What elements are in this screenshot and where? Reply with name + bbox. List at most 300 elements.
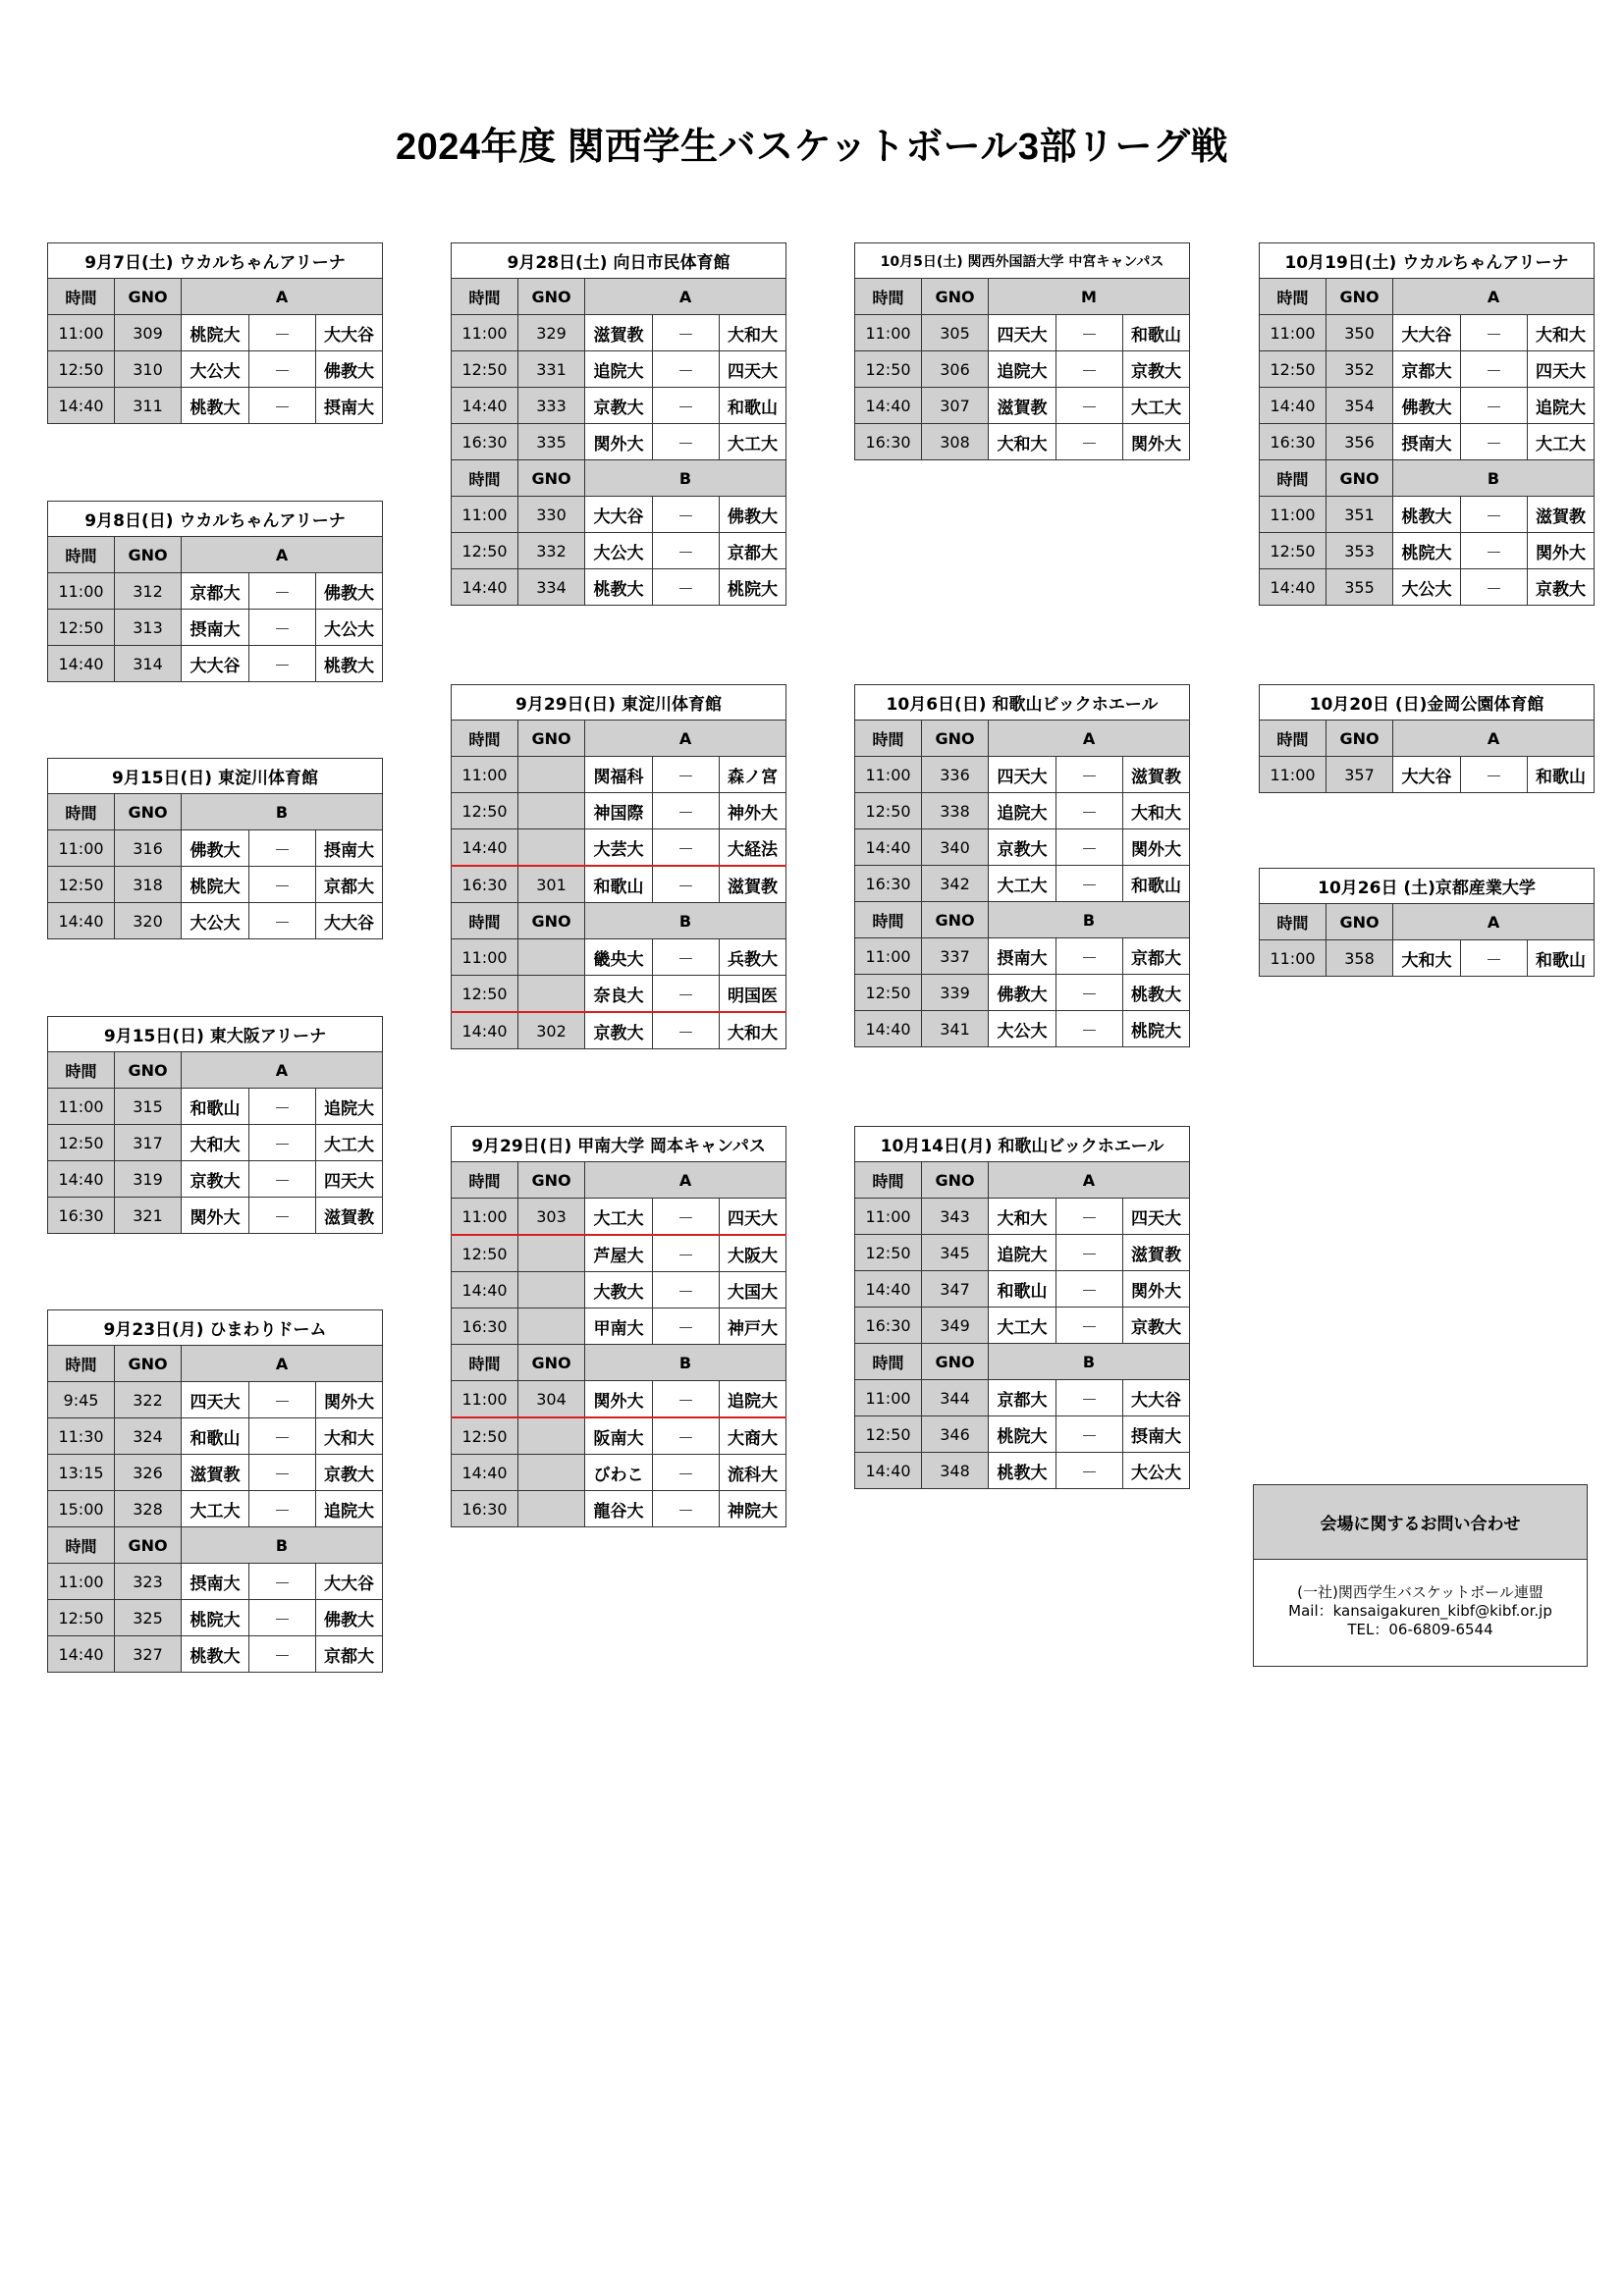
game-time: 11:30 <box>48 1418 115 1455</box>
vs-dash: － <box>1056 1011 1123 1047</box>
game-time: 14:40 <box>1260 388 1326 424</box>
game-row <box>452 1491 786 1527</box>
vs-dash: － <box>653 497 720 533</box>
game-number: 346 <box>922 1416 989 1453</box>
away-team: 京都大 <box>316 1636 383 1673</box>
game-number: 326 <box>115 1455 182 1491</box>
game-row <box>1260 533 1595 569</box>
away-team: 和歌山 <box>720 388 786 424</box>
home-team: 佛教大 <box>182 830 249 867</box>
home-team: 京教大 <box>989 829 1056 866</box>
home-team: 桃教大 <box>1393 497 1461 533</box>
game-time: 12:50 <box>1260 351 1326 388</box>
away-team: 滋賀教 <box>720 866 786 903</box>
away-team: 追院大 <box>316 1491 383 1527</box>
game-time: 12:50 <box>855 793 922 829</box>
schedule-table <box>47 501 383 682</box>
away-team: 四天大 <box>1123 1199 1190 1235</box>
vs-dash: － <box>1461 533 1528 569</box>
home-team: 滋賀教 <box>182 1455 249 1491</box>
vs-dash: － <box>249 1418 316 1455</box>
vs-dash: － <box>1056 1416 1123 1453</box>
away-team: 大大谷 <box>316 315 383 351</box>
game-row <box>452 497 786 533</box>
game-time: 14:40 <box>48 1636 115 1673</box>
game-time: 14:40 <box>48 646 115 682</box>
game-row <box>48 1455 383 1491</box>
away-team: 桃教大 <box>316 646 383 682</box>
game-row <box>855 829 1190 866</box>
game-time: 11:00 <box>452 497 518 533</box>
game-number: 321 <box>115 1198 182 1234</box>
venue-title: 9月15日(日) 東淀川体育館 <box>48 759 383 794</box>
home-team: 佛教大 <box>1393 388 1461 424</box>
away-team: 京教大 <box>1123 351 1190 388</box>
game-time: 12:50 <box>1260 533 1326 569</box>
vs-dash: － <box>249 903 316 939</box>
court-label: B <box>585 903 786 939</box>
game-time: 11:00 <box>48 1564 115 1600</box>
away-team: 大工大 <box>316 1125 383 1161</box>
court-label: B <box>182 1527 383 1564</box>
game-number: 312 <box>115 573 182 610</box>
schedule-table <box>47 242 383 424</box>
home-team: 大工大 <box>182 1491 249 1527</box>
game-time: 14:40 <box>48 388 115 424</box>
header-row <box>452 721 786 757</box>
vs-dash: － <box>1461 424 1528 460</box>
court-label: M <box>989 279 1190 315</box>
gno-header: GNO <box>922 902 989 938</box>
vs-dash: － <box>1056 1308 1123 1344</box>
vs-dash: － <box>249 573 316 610</box>
game-time: 16:30 <box>452 1308 518 1345</box>
schedule-table <box>47 1309 383 1673</box>
home-team: 関外大 <box>585 424 653 460</box>
court-label: A <box>182 537 383 573</box>
game-number: 335 <box>518 424 585 460</box>
schedule-table <box>47 1016 383 1234</box>
home-team: 京都大 <box>1393 351 1461 388</box>
vs-dash: － <box>249 1491 316 1527</box>
time-header: 時間 <box>48 1527 115 1564</box>
game-row <box>1260 388 1595 424</box>
game-number: 325 <box>115 1600 182 1636</box>
game-row <box>452 1235 786 1272</box>
home-team: 大公大 <box>182 351 249 388</box>
game-time: 11:00 <box>452 1381 518 1418</box>
game-time: 15:00 <box>48 1491 115 1527</box>
vs-dash: － <box>1461 497 1528 533</box>
away-team: 大和大 <box>720 315 786 351</box>
game-time: 12:50 <box>855 1235 922 1271</box>
game-number: 344 <box>922 1380 989 1416</box>
time-header: 時間 <box>452 903 518 939</box>
game-time: 12:50 <box>48 867 115 903</box>
game-number: 331 <box>518 351 585 388</box>
schedule-table <box>451 242 786 606</box>
game-time: 14:40 <box>48 1161 115 1198</box>
court-label: A <box>989 721 1190 757</box>
game-number: 339 <box>922 975 989 1011</box>
vs-dash: － <box>1056 351 1123 388</box>
away-team: 大工大 <box>1123 388 1190 424</box>
vs-dash: － <box>653 1308 720 1345</box>
game-time: 11:00 <box>452 315 518 351</box>
away-team: 京教大 <box>1123 1308 1190 1344</box>
away-team: 大国大 <box>720 1272 786 1308</box>
game-time: 16:30 <box>855 1308 922 1344</box>
game-row <box>452 793 786 829</box>
vs-dash: － <box>1056 975 1123 1011</box>
home-team: 桃院大 <box>1393 533 1461 569</box>
vs-dash: － <box>653 1381 720 1418</box>
game-time: 14:40 <box>452 1455 518 1491</box>
gno-header: GNO <box>518 279 585 315</box>
away-team: 大和大 <box>316 1418 383 1455</box>
court-label: B <box>989 1344 1190 1380</box>
home-team: 大工大 <box>585 1199 653 1236</box>
away-team: 佛教大 <box>720 497 786 533</box>
away-team: 大大谷 <box>316 903 383 939</box>
game-number <box>518 1417 585 1455</box>
game-number: 333 <box>518 388 585 424</box>
home-team: 芦屋大 <box>585 1235 653 1272</box>
venue-title: 10月14日(月) 和歌山ビックホエール <box>855 1127 1190 1162</box>
home-team: 大公大 <box>182 903 249 939</box>
game-row <box>452 388 786 424</box>
contact-heading: 会場に関するお問い合わせ <box>1254 1485 1587 1560</box>
gno-header: GNO <box>115 1346 182 1382</box>
vs-dash: － <box>653 1272 720 1308</box>
vs-dash: － <box>653 829 720 867</box>
header-row <box>855 279 1190 315</box>
header-row <box>1260 721 1595 757</box>
time-header: 時間 <box>48 1346 115 1382</box>
header-row <box>452 1345 786 1381</box>
gno-header: GNO <box>922 279 989 315</box>
game-time: 11:00 <box>48 315 115 351</box>
vs-dash: － <box>1461 315 1528 351</box>
game-number: 351 <box>1326 497 1393 533</box>
game-time: 14:40 <box>1260 569 1326 606</box>
home-team: 大大谷 <box>585 497 653 533</box>
court-label: A <box>182 279 383 315</box>
game-number <box>518 829 585 867</box>
game-row <box>1260 940 1595 977</box>
header-row <box>48 1052 383 1089</box>
home-team: 佛教大 <box>989 975 1056 1011</box>
gno-header: GNO <box>518 1345 585 1381</box>
game-row <box>48 903 383 939</box>
header-row <box>1260 904 1595 940</box>
game-number: 324 <box>115 1418 182 1455</box>
away-team: 大和大 <box>1123 793 1190 829</box>
game-row <box>855 1011 1190 1047</box>
game-time: 14:40 <box>452 829 518 867</box>
home-team: 関福科 <box>585 757 653 793</box>
game-row <box>452 1381 786 1418</box>
game-time: 11:00 <box>855 1380 922 1416</box>
game-time: 11:00 <box>1260 315 1326 351</box>
gno-header: GNO <box>518 903 585 939</box>
game-row <box>48 1161 383 1198</box>
vs-dash: － <box>1461 569 1528 606</box>
game-number: 323 <box>115 1564 182 1600</box>
vs-dash: － <box>249 830 316 867</box>
vs-dash: － <box>249 1600 316 1636</box>
away-team: 桃教大 <box>1123 975 1190 1011</box>
game-row <box>452 424 786 460</box>
game-row <box>452 829 786 867</box>
game-row <box>48 388 383 424</box>
away-team: 和歌山 <box>1123 315 1190 351</box>
home-team: 大芸大 <box>585 829 653 867</box>
game-row <box>855 1199 1190 1235</box>
venue-title: 9月7日(土) ウカルちゃんアリーナ <box>48 243 383 279</box>
contact-tel: TEL：06-6809-6544 <box>1347 1621 1493 1638</box>
vs-dash: － <box>1056 829 1123 866</box>
game-row <box>452 533 786 569</box>
game-number: 330 <box>518 497 585 533</box>
game-number: 304 <box>518 1381 585 1418</box>
game-row <box>48 830 383 867</box>
game-time: 13:15 <box>48 1455 115 1491</box>
away-team: 大工大 <box>1528 424 1595 460</box>
schedule-table <box>1259 684 1595 793</box>
game-number: 311 <box>115 388 182 424</box>
game-number: 334 <box>518 569 585 606</box>
game-row <box>452 1455 786 1491</box>
home-team: 桃教大 <box>989 1453 1056 1489</box>
court-label: A <box>182 1052 383 1089</box>
schedule-table <box>1259 868 1595 977</box>
game-time: 9:45 <box>48 1382 115 1418</box>
vs-dash: － <box>653 388 720 424</box>
venue-title: 10月26日 (土)京都産業大学 <box>1260 869 1595 904</box>
gno-header: GNO <box>1326 721 1393 757</box>
game-number: 336 <box>922 757 989 793</box>
game-time: 16:30 <box>452 424 518 460</box>
game-row <box>452 1308 786 1345</box>
home-team: 摂南大 <box>1393 424 1461 460</box>
gno-header: GNO <box>922 1162 989 1199</box>
game-time: 14:40 <box>855 1453 922 1489</box>
game-time: 11:00 <box>855 938 922 975</box>
home-team: 滋賀教 <box>585 315 653 351</box>
vs-dash: － <box>249 388 316 424</box>
gno-header: GNO <box>518 721 585 757</box>
home-team: 桃教大 <box>182 388 249 424</box>
away-team: 関外大 <box>1123 424 1190 460</box>
vs-dash: － <box>249 351 316 388</box>
home-team: 和歌山 <box>182 1089 249 1125</box>
game-row <box>48 610 383 646</box>
away-team: 兵教大 <box>720 939 786 976</box>
game-time: 16:30 <box>855 424 922 460</box>
time-header: 時間 <box>1260 904 1326 940</box>
away-team: 佛教大 <box>316 1600 383 1636</box>
home-team: 関外大 <box>585 1381 653 1418</box>
game-time: 12:50 <box>855 975 922 1011</box>
vs-dash: － <box>653 1491 720 1527</box>
court-label: B <box>585 1345 786 1381</box>
home-team: 大大谷 <box>182 646 249 682</box>
game-number: 316 <box>115 830 182 867</box>
away-team: 関外大 <box>316 1382 383 1418</box>
header-row <box>855 1162 1190 1199</box>
court-label: B <box>1393 460 1595 497</box>
schedule-table <box>854 242 1190 460</box>
venue-title: 10月6日(日) 和歌山ビックホエール <box>855 685 1190 721</box>
game-number: 349 <box>922 1308 989 1344</box>
away-team: 大阪大 <box>720 1235 786 1272</box>
game-row <box>452 1272 786 1308</box>
time-header: 時間 <box>48 279 115 315</box>
vs-dash: － <box>249 1161 316 1198</box>
game-row <box>452 1012 786 1049</box>
game-row <box>48 646 383 682</box>
game-number: 320 <box>115 903 182 939</box>
game-number <box>518 1455 585 1491</box>
game-time: 16:30 <box>48 1198 115 1234</box>
away-team: 大経法 <box>720 829 786 867</box>
away-team: 大大谷 <box>1123 1380 1190 1416</box>
game-number: 315 <box>115 1089 182 1125</box>
vs-dash: － <box>1056 938 1123 975</box>
venue-title: 9月28日(土) 向日市民体育館 <box>452 243 786 279</box>
game-number <box>518 939 585 976</box>
away-team: 滋賀教 <box>1528 497 1595 533</box>
away-team: 関外大 <box>1123 829 1190 866</box>
gno-header: GNO <box>1326 904 1393 940</box>
game-time: 11:00 <box>1260 940 1326 977</box>
home-team: 甲南大 <box>585 1308 653 1345</box>
away-team: 関外大 <box>1528 533 1595 569</box>
vs-dash: － <box>653 424 720 460</box>
game-time: 11:00 <box>48 830 115 867</box>
game-row <box>452 315 786 351</box>
court-label: A <box>1393 721 1595 757</box>
game-row <box>1260 424 1595 460</box>
game-number: 342 <box>922 866 989 902</box>
time-header: 時間 <box>48 794 115 830</box>
away-team: 滋賀教 <box>316 1198 383 1234</box>
game-row <box>855 1308 1190 1344</box>
game-time: 12:50 <box>452 1235 518 1272</box>
vs-dash: － <box>1056 1235 1123 1271</box>
gno-header: GNO <box>115 794 182 830</box>
vs-dash: － <box>1461 388 1528 424</box>
away-team: 京教大 <box>316 1455 383 1491</box>
home-team: 摂南大 <box>182 610 249 646</box>
game-row <box>48 1125 383 1161</box>
game-row <box>48 1600 383 1636</box>
game-row <box>855 866 1190 902</box>
time-header: 時間 <box>1260 460 1326 497</box>
schedule-table <box>47 758 383 939</box>
away-team: 滋賀教 <box>1123 1235 1190 1271</box>
court-label: A <box>1393 279 1595 315</box>
home-team: 畿央大 <box>585 939 653 976</box>
gno-header: GNO <box>115 279 182 315</box>
vs-dash: － <box>249 1089 316 1125</box>
header-row <box>48 794 383 830</box>
game-row <box>1260 351 1595 388</box>
away-team: 大和大 <box>1528 315 1595 351</box>
vs-dash: － <box>653 1012 720 1049</box>
game-row <box>48 1382 383 1418</box>
court-label: A <box>989 1162 1190 1199</box>
home-team: 四天大 <box>989 315 1056 351</box>
game-number: 318 <box>115 867 182 903</box>
home-team: 追院大 <box>989 351 1056 388</box>
home-team: 四天大 <box>989 757 1056 793</box>
game-number: 350 <box>1326 315 1393 351</box>
game-time: 12:50 <box>452 1417 518 1455</box>
header-row <box>452 279 786 315</box>
game-time: 12:50 <box>855 1416 922 1453</box>
away-team: 森ノ宮 <box>720 757 786 793</box>
game-number: 308 <box>922 424 989 460</box>
home-team: 大和大 <box>1393 940 1461 977</box>
time-header: 時間 <box>452 1345 518 1381</box>
home-team: 神国際 <box>585 793 653 829</box>
game-number <box>518 1235 585 1272</box>
gno-header: GNO <box>115 537 182 573</box>
game-number: 358 <box>1326 940 1393 977</box>
venue-title: 10月19日(土) ウカルちゃんアリーナ <box>1260 243 1595 279</box>
game-time: 11:00 <box>452 939 518 976</box>
vs-dash: － <box>249 1455 316 1491</box>
game-time: 14:40 <box>855 388 922 424</box>
vs-dash: － <box>249 1125 316 1161</box>
home-team: 摂南大 <box>182 1564 249 1600</box>
away-team: 関外大 <box>1123 1271 1190 1308</box>
game-number: 340 <box>922 829 989 866</box>
game-time: 11:00 <box>452 1199 518 1236</box>
gno-header: GNO <box>1326 279 1393 315</box>
game-time: 11:00 <box>48 573 115 610</box>
game-time: 12:50 <box>855 351 922 388</box>
game-row <box>855 1380 1190 1416</box>
game-time: 14:40 <box>452 569 518 606</box>
home-team: 桃教大 <box>182 1636 249 1673</box>
header-row <box>48 537 383 573</box>
game-row <box>855 351 1190 388</box>
away-team: 大和大 <box>720 1012 786 1049</box>
header-row <box>855 902 1190 938</box>
venue-title: 10月20日 (日)金岡公園体育館 <box>1260 685 1595 721</box>
home-team: 追院大 <box>989 1235 1056 1271</box>
game-time: 14:40 <box>855 829 922 866</box>
schedule-table <box>854 1126 1190 1489</box>
home-team: 桃院大 <box>182 867 249 903</box>
game-number: 310 <box>115 351 182 388</box>
game-number <box>518 1491 585 1527</box>
vs-dash: － <box>1056 793 1123 829</box>
game-row <box>1260 497 1595 533</box>
away-team: 大商大 <box>720 1417 786 1455</box>
away-team: 摂南大 <box>1123 1416 1190 1453</box>
vs-dash: － <box>1461 351 1528 388</box>
vs-dash: － <box>1056 315 1123 351</box>
vs-dash: － <box>1056 424 1123 460</box>
venue-title: 9月29日(日) 甲南大学 岡本キャンパス <box>452 1127 786 1162</box>
time-header: 時間 <box>855 721 922 757</box>
away-team: 京都大 <box>316 867 383 903</box>
home-team: 京教大 <box>585 388 653 424</box>
